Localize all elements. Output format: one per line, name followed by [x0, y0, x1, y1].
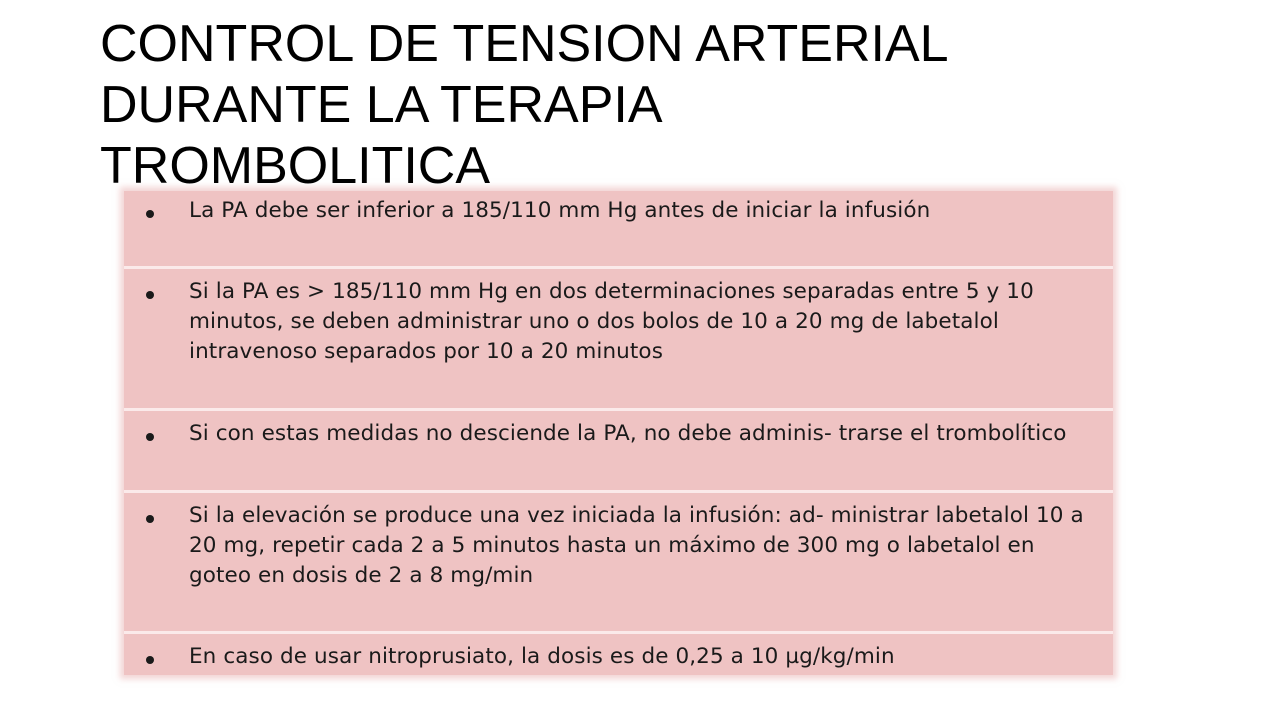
table-row: [124, 642, 1113, 672]
table-row: [124, 501, 1113, 591]
row-text: En caso de usar nitroprusiato, la dosis es de 0,25 a 10 µg/kg/min: [189, 644, 895, 669]
row-divider: [124, 266, 1113, 269]
row-text: Si la elevación se produce una vez iniciada la infusión: ad- ministrar labetalol 10 a 20 mg, repetir cada 2 a 5 minutos hasta un máximo de 300 mg o labetalol en goteo en dosis de 2 a 8 mg/min: [189, 503, 1084, 588]
bullet-icon: [146, 433, 154, 441]
row-text: La PA debe ser inferior a 185/110 mm Hg antes de iniciar la infusión: [189, 198, 931, 223]
bullet-icon: [146, 515, 154, 523]
row-divider: [124, 631, 1113, 634]
table-row: [124, 419, 1113, 449]
bullet-icon: [146, 291, 154, 299]
row-text: Si la PA es > 185/110 mm Hg en dos determinaciones separadas entre 5 y 10 minutos, se deben administrar uno o dos bolos de 10 a 20 mg de labetalol intravenoso separados por 10 a 20 minutos: [189, 279, 1034, 364]
row-divider: [124, 408, 1113, 411]
row-text: Si con estas medidas no desciende la PA, no debe adminis- trarse el trombolítico: [189, 421, 1067, 446]
recommendations-table: [124, 191, 1113, 675]
table-row: [124, 196, 1113, 226]
table-row: [124, 277, 1113, 367]
bullet-icon: [146, 210, 154, 218]
bullet-icon: [146, 656, 154, 664]
slide-title: CONTROL DE TENSION ARTERIAL DURANTE LA TERAPIA TROMBOLITICA: [100, 15, 949, 195]
row-divider: [124, 490, 1113, 493]
